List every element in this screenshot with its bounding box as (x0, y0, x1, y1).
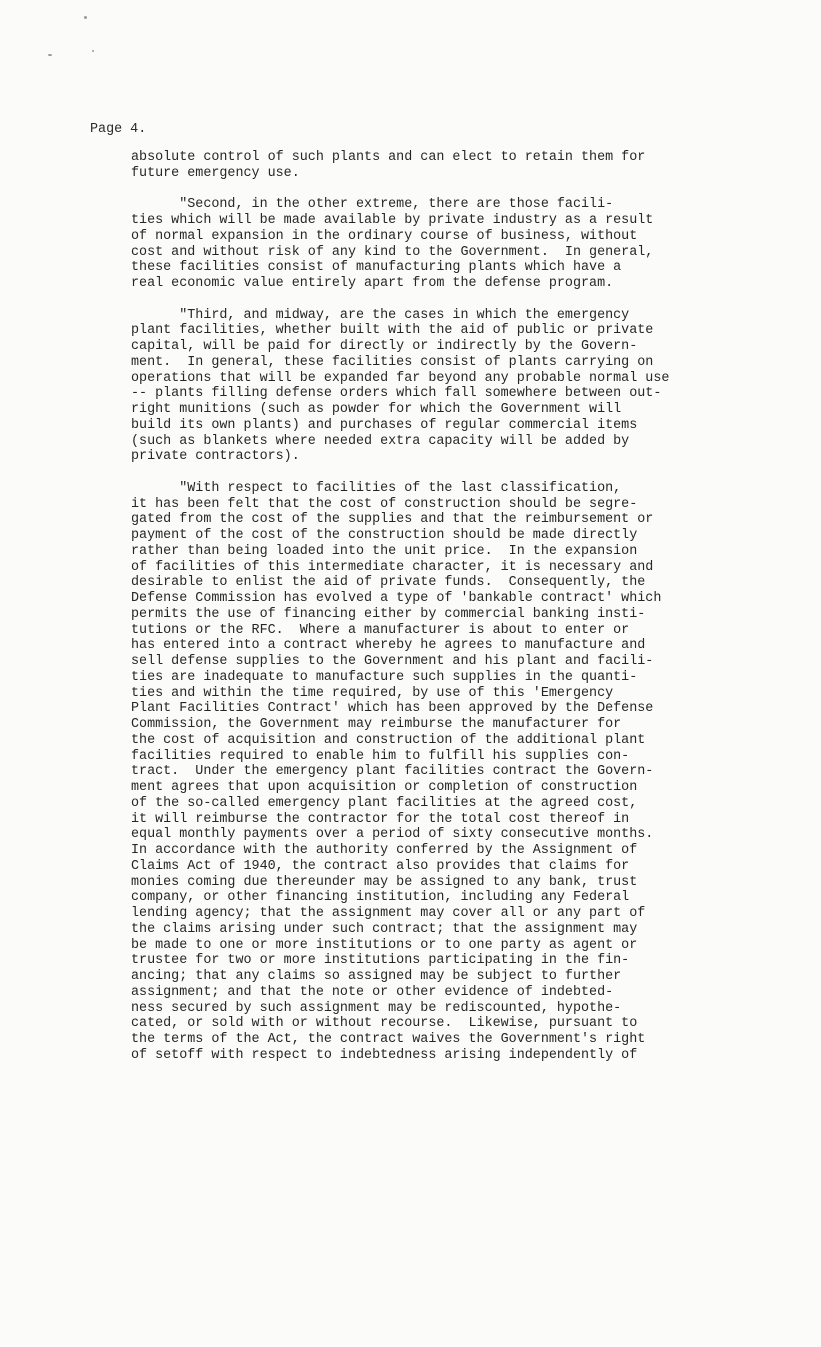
text-line: private contractors). (131, 449, 300, 465)
text-line: these facilities consist of manufacturing plants which have a (131, 260, 622, 276)
paragraph-3 (131, 308, 811, 466)
text-line: "With respect to facilities of the last classification, (131, 480, 622, 496)
text-line: of normal expansion in the ordinary course of business, without (131, 228, 638, 244)
text-line: of setoff with respect to indebtedness arising independently of (131, 1047, 638, 1063)
text-line: Commission, the Government may reimburse the manufacturer for (131, 717, 622, 732)
text-line: company, or other financing institution, including any Federal (131, 890, 630, 906)
text-line: tract. Under the emergency plant facilities contract the Govern- (131, 764, 654, 780)
text-line: the terms of the Act, the contract waives the Government's right (131, 1032, 646, 1047)
text-line: has entered into a contract whereby he agrees to manufacture and (131, 638, 646, 654)
text-line: the cost of acquisition and construction of the additional plant (131, 732, 646, 748)
text-line: of the so-called emergency plant facilities at the agreed cost, (131, 795, 638, 811)
text-line: monies coming due thereunder may be assigned to any bank, trust (131, 874, 638, 890)
text-line: right munitions (such as powder for which the Government will (131, 402, 622, 417)
text-line: assignment; and that the note or other evidence of indebted- (131, 984, 614, 1000)
text-line: Plant Facilities Contract' which has been approved by the Defense (131, 701, 654, 717)
paragraph-1 (131, 150, 811, 182)
text-line: (such as blankets where needed extra capacity will be added by (131, 433, 630, 449)
text-line: it has been felt that the cost of construction should be segre- (131, 496, 638, 512)
text-line: "Third, and midway, are the cases in which the emergency (131, 307, 630, 323)
text-line: desirable to enlist the aid of private funds. Consequently, the (131, 575, 646, 591)
text-line: build its own plants) and purchases of regular commercial items (131, 417, 638, 433)
text-line: In accordance with the authority conferred by the Assignment of (131, 843, 638, 858)
text-line: ties and within the time required, by use of this 'Emergency (131, 685, 614, 701)
text-line: permits the use of financing either by commercial banking insti- (131, 606, 646, 622)
text-line: cost and without risk of any kind to the Government. In general, (131, 244, 654, 260)
text-line: ment agrees that upon acquisition or completion of construction (131, 780, 638, 795)
document-body (131, 150, 811, 1064)
text-line: sell defense supplies to the Government and his plant and facili- (131, 654, 654, 669)
text-line: ness secured by such assignment may be rediscounted, hypothe- (131, 1000, 622, 1016)
page-number-label: Page 4. (90, 122, 147, 137)
text-line: ment. In general, these facilities consist of plants carrying on (131, 354, 654, 370)
text-line: be made to one or more institutions or to one party as agent or (131, 937, 638, 953)
text-line: of facilities of this intermediate character, it is necessary and (131, 559, 654, 575)
text-line: payment of the cost of the construction should be made directly (131, 528, 638, 543)
text-line: lending agency; that the assignment may cover all or any part of (131, 906, 646, 921)
text-line: it will reimburse the contractor for the total cost thereof in (131, 811, 630, 827)
text-line: ties which will be made available by private industry as a result (131, 213, 654, 228)
text-line: absolute control of such plants and can elect to retain them for (131, 150, 646, 165)
text-line: ties are inadequate to manufacture such supplies in the quanti- (131, 669, 638, 685)
text-line: "Second, in the other extreme, there are those facili- (131, 197, 614, 213)
text-line: equal monthly payments over a period of sixty consecutive months. (131, 827, 654, 843)
text-line: future emergency use. (131, 165, 300, 181)
paragraph-2 (131, 197, 811, 292)
paper-speck (92, 50, 94, 52)
text-line: Claims Act of 1940, the contract also provides that claims for (131, 858, 630, 874)
text-line: the claims arising under such contract; that the assignment may (131, 921, 638, 937)
text-line: gated from the cost of the supplies and that the reimbursement or (131, 512, 654, 528)
text-line: plant facilities, whether built with the aid of public or private (131, 323, 654, 339)
text-line: cated, or sold with or without recourse. Likewise, pursuant to (131, 1016, 638, 1032)
text-line: capital, will be paid for directly or indirectly by the Govern- (131, 339, 638, 354)
paper-speck (48, 54, 52, 56)
text-line: rather than being loaded into the unit price. In the expansion (131, 543, 638, 559)
text-line: ancing; that any claims so assigned may be subject to further (131, 969, 622, 984)
text-line: Defense Commission has evolved a type of 'bankable contract' which (131, 591, 662, 606)
text-line: real economic value entirely apart from the defense program. (131, 276, 614, 291)
text-line: facilities required to enable him to fulfill his supplies con- (131, 748, 630, 764)
text-line: -- plants filling defense orders which fall somewhere between out- (131, 386, 662, 402)
paper-speck (84, 16, 87, 19)
paragraph-4 (131, 481, 811, 1064)
text-line: tutions or the RFC. Where a manufacturer is about to enter or (131, 622, 630, 638)
text-line: operations that will be expanded far beyond any probable normal use (131, 370, 670, 386)
text-line: trustee for two or more institutions participating in the fin- (131, 953, 630, 969)
